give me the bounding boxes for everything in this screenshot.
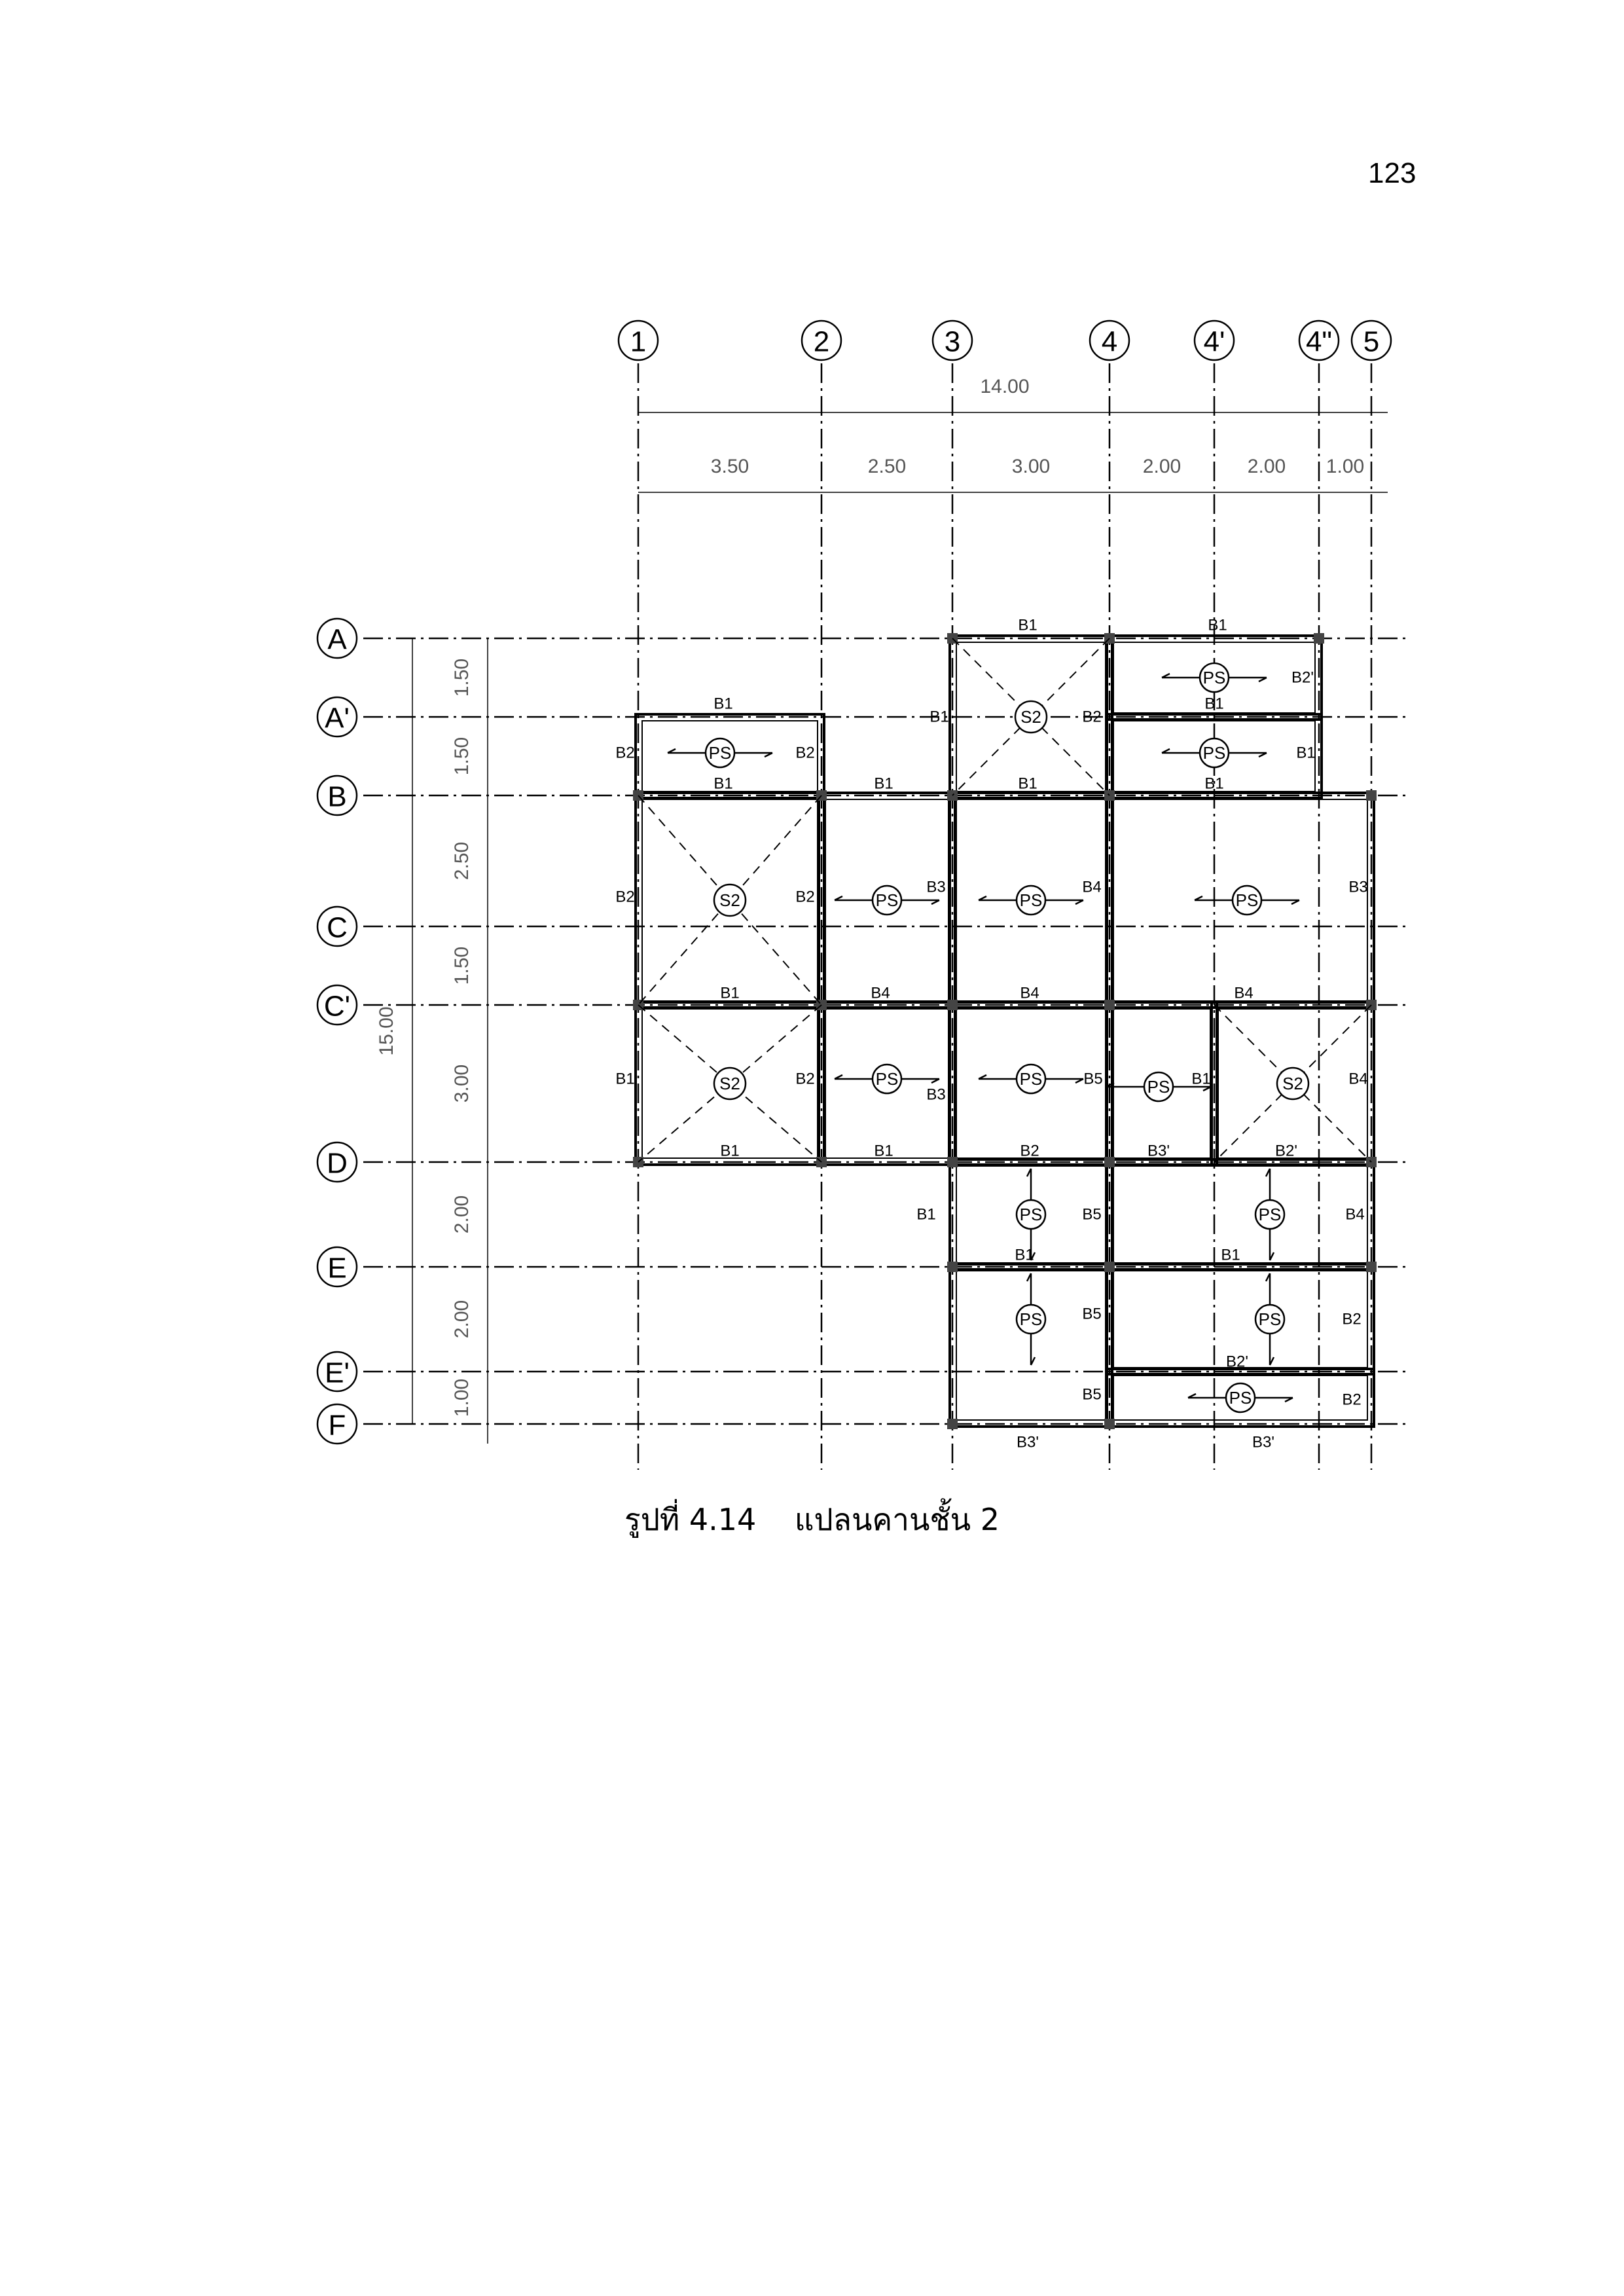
column-bubble — [1195, 321, 1234, 360]
bay-width-label: 2.00 — [1247, 456, 1286, 477]
beam-label: B2' — [1291, 668, 1314, 687]
figure-caption — [0, 1496, 1624, 1544]
beam-label: B1 — [1208, 616, 1227, 634]
beam-label: B3 — [926, 878, 946, 896]
grid-bubbles — [317, 321, 1391, 1444]
total-width-label: 14.00 — [980, 376, 1030, 397]
beam-label: B2 — [615, 888, 635, 906]
column-bubble — [1352, 321, 1391, 360]
beam-label: B2' — [1226, 1353, 1248, 1371]
bay-width-label: 3.50 — [710, 456, 749, 477]
column-bubble — [802, 321, 841, 360]
one-way-slab-label: PS — [875, 890, 899, 910]
beam-label: B4 — [1020, 984, 1039, 1002]
one-way-slab — [1255, 1169, 1284, 1260]
beam-label: B2 — [795, 1070, 815, 1088]
column-node — [947, 1419, 958, 1429]
row-bubble-label: D — [327, 1147, 348, 1180]
one-way-slab — [1162, 738, 1267, 767]
bay-height-label: 2.00 — [451, 1300, 473, 1339]
figure-title: แปลนคานชั้น 2 — [794, 1502, 1000, 1537]
column-node — [1104, 1262, 1115, 1272]
one-way-slab-label: PS — [1258, 1309, 1282, 1329]
beam-label: B3' — [1017, 1433, 1039, 1451]
column-node — [1366, 1262, 1377, 1272]
two-way-slab-label: S2 — [719, 890, 740, 910]
row-bubble-label: C — [327, 911, 348, 944]
one-way-slab — [979, 1065, 1083, 1093]
column-bubble-label: 1 — [630, 325, 647, 358]
beam-label: B5 — [1082, 1385, 1102, 1404]
row-bubble — [317, 907, 357, 946]
beam-label: B3 — [1348, 878, 1368, 896]
row-bubble — [317, 697, 357, 737]
slab-symbols — [638, 638, 1371, 1412]
two-way-slab — [638, 795, 821, 1005]
grid-axes — [363, 363, 1407, 1470]
bay-width-label: 2.00 — [1142, 456, 1182, 477]
one-way-slab-label: PS — [875, 1069, 899, 1089]
beam-label: B1 — [1191, 1070, 1211, 1088]
column-bubble — [1090, 321, 1129, 360]
two-way-slab — [638, 1005, 821, 1162]
beam-label: B1 — [1204, 774, 1224, 793]
two-way-slab-label: S2 — [1282, 1074, 1303, 1093]
beam-outline — [1107, 1159, 1374, 1269]
beam-label: B3' — [1252, 1433, 1274, 1451]
two-way-slab — [1214, 1005, 1371, 1162]
column-bubble-label: 4" — [1305, 325, 1333, 358]
figure-number: รูปที่ 4.14 — [624, 1502, 757, 1537]
column-node — [1104, 1000, 1115, 1010]
column-node — [1104, 1419, 1115, 1429]
beam-label: B1 — [1015, 1246, 1034, 1264]
row-bubble — [317, 619, 357, 658]
beam-label: B1 — [874, 1142, 893, 1160]
row-bubble-label: E — [327, 1252, 347, 1285]
one-way-slab-label: PS — [1147, 1077, 1170, 1097]
one-way-slab — [1195, 886, 1299, 915]
total-height-label: 15.00 — [376, 1006, 397, 1056]
column-node — [947, 1000, 958, 1010]
beam-label: B2' — [1275, 1142, 1297, 1160]
beam-label: B3' — [1147, 1142, 1170, 1160]
beam-outline-inner — [1113, 1166, 1367, 1263]
column-node — [1104, 1157, 1115, 1167]
column-bubble-label: 4' — [1203, 325, 1225, 358]
row-bubble-label: C' — [323, 990, 351, 1023]
beam-label: B1 — [615, 1070, 635, 1088]
one-way-slab — [1255, 1273, 1284, 1365]
one-way-slab-label: PS — [1202, 743, 1226, 763]
beam-label: B5 — [1082, 1205, 1102, 1224]
beam-label: B5 — [1083, 1070, 1103, 1088]
beam-label: B4 — [871, 984, 890, 1002]
beam-label: B2 — [1342, 1391, 1362, 1409]
one-way-slab-label: PS — [1235, 890, 1259, 910]
beam-label: B2 — [795, 744, 815, 762]
one-way-slab-label: PS — [1019, 890, 1043, 910]
row-bubble-label: E' — [325, 1357, 350, 1389]
column-bubble — [1299, 321, 1339, 360]
one-way-slab-label: PS — [1019, 1069, 1043, 1089]
beam-label: B1 — [1221, 1246, 1240, 1264]
one-way-slab-label: PS — [1202, 668, 1226, 687]
column-node — [947, 1262, 958, 1272]
beam-label: B1 — [874, 774, 893, 793]
beam-label: B4 — [1345, 1205, 1365, 1224]
two-way-slab-label: S2 — [1020, 707, 1041, 727]
column-bubble-label: 3 — [944, 325, 961, 358]
bay-height-label: 1.50 — [451, 737, 473, 776]
row-bubble — [317, 1352, 357, 1391]
beam-label: B1 — [1296, 744, 1316, 762]
beam-label: B1 — [720, 984, 740, 1002]
column-node — [947, 1157, 958, 1167]
column-bubble — [619, 321, 658, 360]
bay-height-label: 1.50 — [451, 946, 473, 985]
one-way-slab — [1017, 1273, 1045, 1365]
row-bubble — [317, 1404, 357, 1444]
beam-label: B3 — [926, 1085, 946, 1104]
column-bubble-label: 2 — [813, 325, 830, 358]
beam-label: B1 — [1204, 695, 1224, 713]
beam-label: B2 — [1342, 1310, 1362, 1328]
row-bubble-label: A — [327, 623, 347, 656]
row-bubble — [317, 1142, 357, 1182]
beam-label: B1 — [713, 774, 733, 793]
one-way-slab — [979, 886, 1083, 915]
bay-height-label: 1.50 — [451, 658, 473, 697]
bay-width-label: 3.00 — [1011, 456, 1051, 477]
column-bubble-label: 5 — [1363, 325, 1380, 358]
row-bubble — [317, 985, 357, 1025]
beam-label: B5 — [1082, 1305, 1102, 1323]
one-way-slab — [1162, 663, 1267, 692]
one-way-slab — [1188, 1383, 1293, 1412]
beam-label: B1 — [1018, 774, 1038, 793]
beam-label: B2 — [795, 888, 815, 906]
bay-width-label: 1.00 — [1326, 456, 1365, 477]
row-bubble — [317, 1247, 357, 1286]
one-way-slab-label: PS — [1019, 1205, 1043, 1224]
one-way-slab — [835, 886, 939, 915]
beam-label: B1 — [916, 1205, 936, 1224]
column-node — [1314, 633, 1324, 644]
one-way-slab-label: PS — [1258, 1205, 1282, 1224]
beam-label: B4 — [1082, 878, 1102, 896]
page-number: 123 — [1368, 157, 1416, 189]
beam-label: B2 — [1082, 708, 1102, 726]
beam-label: B1 — [929, 708, 949, 726]
one-way-slab-label: PS — [1229, 1388, 1252, 1408]
row-bubble — [317, 776, 357, 815]
two-way-slab-label: S2 — [719, 1074, 740, 1093]
row-bubble-label: F — [328, 1409, 346, 1442]
one-way-slab-label: PS — [1019, 1309, 1043, 1329]
row-bubble-label: B — [327, 780, 347, 813]
beam-label: B2 — [1020, 1142, 1039, 1160]
beam-label: B1 — [713, 695, 733, 713]
beam-label: B4 — [1234, 984, 1254, 1002]
column-bubble-label: 4 — [1101, 325, 1118, 358]
beam-label: B1 — [720, 1142, 740, 1160]
column-node — [1366, 790, 1377, 801]
column-bubble — [933, 321, 972, 360]
one-way-slab — [835, 1065, 939, 1093]
one-way-slab — [668, 738, 772, 767]
bay-height-label: 3.00 — [451, 1064, 473, 1103]
bay-height-label: 1.00 — [451, 1378, 473, 1417]
bay-height-label: 2.00 — [451, 1195, 473, 1234]
beam-label: B1 — [1018, 616, 1038, 634]
bay-height-label: 2.50 — [451, 841, 473, 881]
bay-width-label: 2.50 — [867, 456, 907, 477]
beam-label: B2 — [615, 744, 635, 762]
one-way-slab-label: PS — [708, 743, 732, 763]
beam-label: B4 — [1348, 1070, 1368, 1088]
row-bubble-label: A' — [325, 702, 350, 735]
